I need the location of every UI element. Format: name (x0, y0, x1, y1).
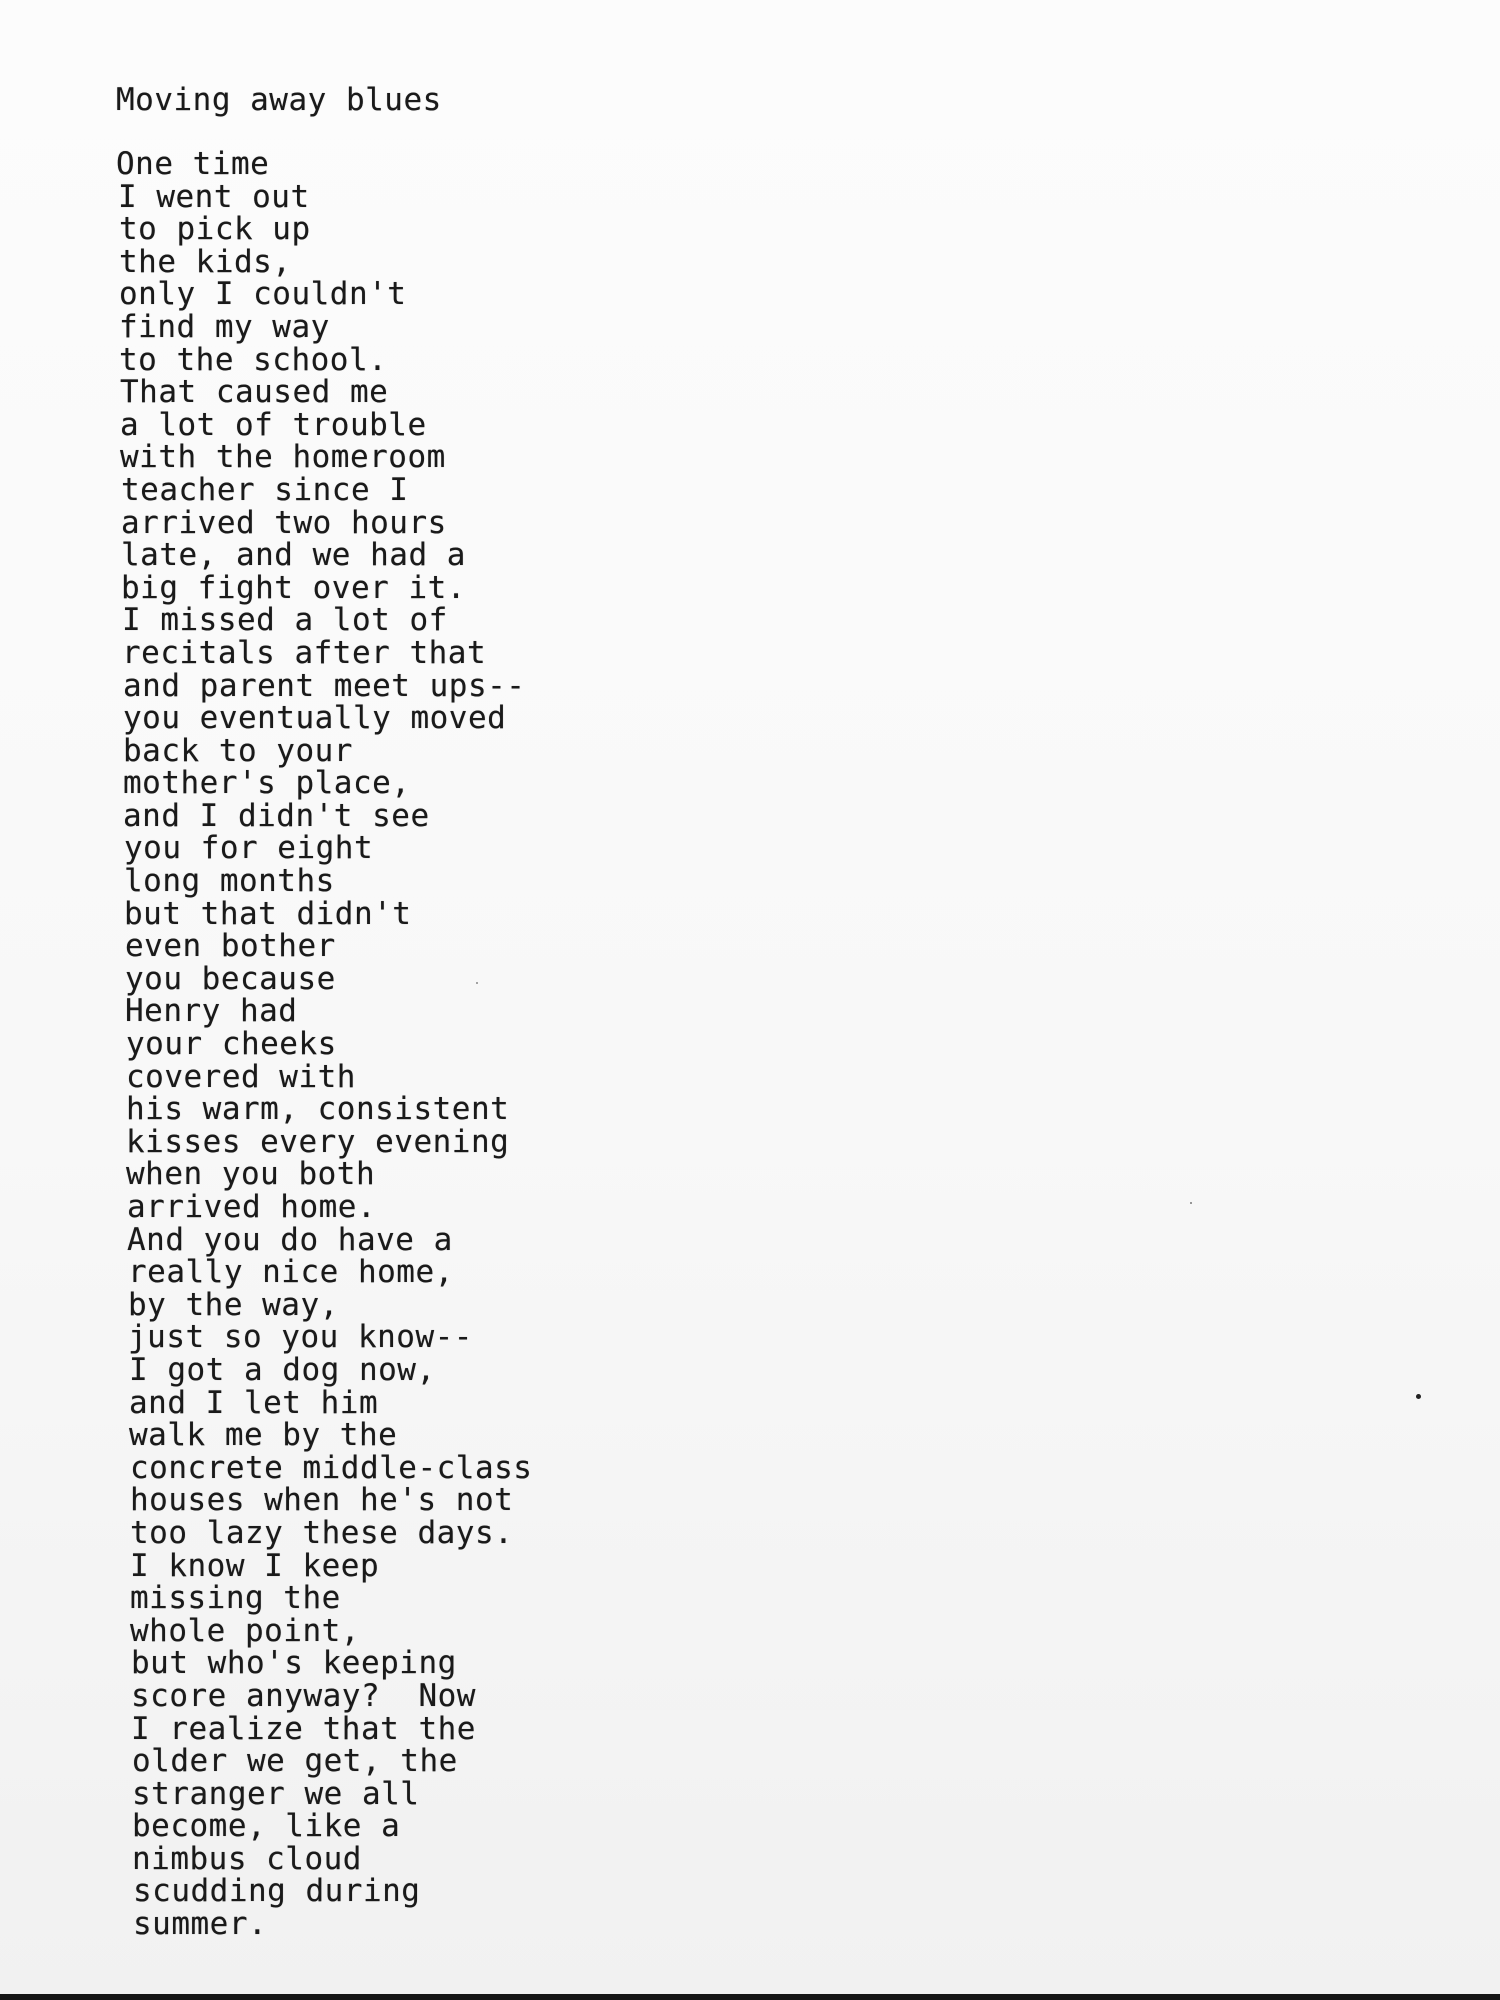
poem-line: walk me by the (129, 1417, 398, 1454)
poem-line: the kids, (119, 243, 292, 280)
poem-line: And you do have a (127, 1221, 453, 1258)
poem-line: and I let him (129, 1384, 379, 1421)
poem-line: by the way, (128, 1286, 339, 1323)
ink-speck (476, 982, 478, 984)
poem-line: with the homeroom (120, 439, 446, 476)
poem-line: but that didn't (124, 895, 412, 932)
poem-line: really nice home, (128, 1254, 454, 1291)
poem-line: concrete middle-class (130, 1449, 533, 1486)
ink-speck (1416, 1394, 1421, 1399)
poem-line: kisses every evening (126, 1123, 510, 1160)
poem-line: you because (125, 960, 336, 997)
poem-line: teacher since I (121, 471, 409, 508)
poem-line: arrived home. (127, 1189, 377, 1225)
poem-line: That caused me (120, 374, 389, 411)
poem-line: big fight over it. (121, 569, 466, 606)
poem-line: become, like a (132, 1808, 401, 1845)
poem-line: One time (116, 146, 270, 182)
poem-line: I went out (118, 178, 310, 215)
poem-line: you eventually moved (123, 700, 507, 737)
poem-line: scudding during (133, 1873, 421, 1910)
poem-line: but who's keeping (131, 1645, 457, 1682)
poem-line: a lot of trouble (120, 406, 427, 443)
poem-line: even bother (125, 928, 336, 965)
poem-line: late, and we had a (121, 537, 466, 574)
poem-line: summer. (133, 1906, 268, 1943)
poem-line: and I didn't see (123, 797, 430, 834)
poem-line: whole point, (130, 1612, 360, 1649)
poem-line: find my way (119, 308, 330, 345)
poem-line: missing the (130, 1580, 341, 1617)
poem-line: arrived two hours (121, 504, 447, 541)
poem-line: covered with (126, 1058, 356, 1095)
poem-line: to the school. (119, 341, 388, 378)
poem-line: long months (124, 863, 335, 900)
poem-line: only I couldn't (119, 276, 407, 313)
poem-line: when you both (126, 1156, 376, 1193)
poem-body (116, 148, 532, 1941)
poem-line: I know I keep (130, 1547, 380, 1584)
poem-line: recitals after that (122, 634, 487, 671)
poem-line: you for eight (124, 830, 374, 867)
poem-line: nimbus cloud (132, 1840, 362, 1877)
poem-line: houses when he's not (130, 1482, 514, 1519)
poem-line: just so you know-- (128, 1319, 473, 1356)
poem-line: I realize that the (131, 1710, 476, 1747)
ink-speck (1190, 1202, 1192, 1204)
poem-line: stranger we all (132, 1775, 420, 1812)
poem-line: your cheeks (126, 1026, 337, 1063)
poem-line: and parent meet ups-- (123, 667, 526, 704)
poem-line: mother's place, (123, 765, 411, 802)
poem-line: I got a dog now, (129, 1351, 436, 1388)
poem-line: I missed a lot of (122, 602, 448, 639)
poem-title: Moving away blues (116, 82, 442, 118)
poem-line: to pick up (119, 211, 311, 248)
poem-line: back to your (123, 732, 353, 769)
poem-line: Henry had (125, 993, 298, 1030)
poem-line: his warm, consistent (126, 1091, 510, 1128)
poem-line: score anyway? Now (131, 1677, 476, 1714)
poem-line: too lazy these days. (130, 1514, 514, 1551)
poem-line: older we get, the (132, 1743, 458, 1780)
page-bottom-edge (0, 1994, 1500, 2000)
